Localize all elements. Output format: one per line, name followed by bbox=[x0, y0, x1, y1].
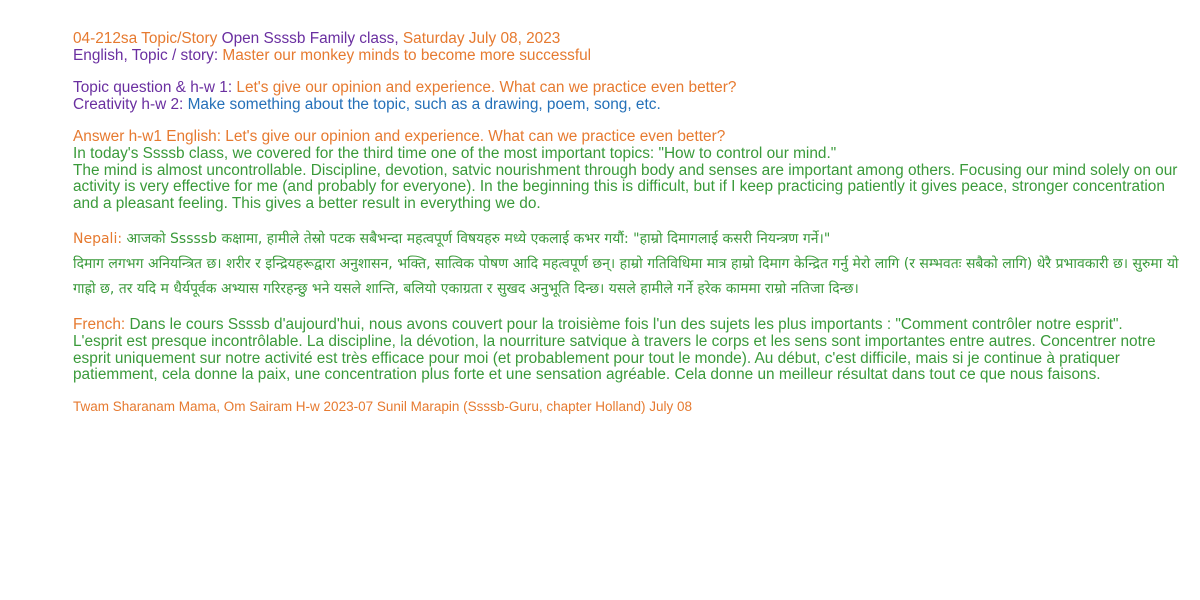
header-line-1 bbox=[73, 31, 1183, 48]
answer-french-label: French: bbox=[73, 316, 126, 334]
answer-french-paragraph-2: L'esprit est presque incontrôlable. La discipline, la dévotion, la nourriture satvique à travers le corps et les sens sont importantes entre autres. Concentrer notre esprit uniquement sur notre activité est très efficace pour moi (et probablement pour tout le monde). Au début, c'est difficile, mais si je continue à pratiquer patiemment, cela donne la paix, une concentration plus forte et une sensation agréable. Cela donne un meilleur résultat dans tout ce que nous faisons. bbox=[73, 332, 1156, 384]
lesson-code: 04-212sa Topic/Story bbox=[73, 30, 218, 47]
document-body bbox=[73, 31, 1183, 415]
question-2-label: Creativity h-w 2: bbox=[73, 95, 184, 113]
footer-signature: Twam Sharanam Mama, Om Sairam H-w 2023-07 Sunil Marapin (Ssssb-Guru, chapter Holland) July 08 bbox=[73, 398, 692, 414]
answer-french-paragraph-1 bbox=[73, 317, 1183, 334]
topic-title: Master our monkey minds to become more successful bbox=[222, 46, 592, 64]
answer-nepali-text-1: आजको Sssssb कक्षामा, हामीले तेस्रो पटक सबैभन्दा महत्वपूर्ण विषयहरु मध्ये एकलाई कभर गयौं: "हाम्रो दिमागलाई कसरी नियन्त्रण गर्ने।" bbox=[126, 231, 831, 248]
answer-nepali-paragraph-1 bbox=[73, 227, 1183, 252]
answer-nepali-paragraph-2: दिमाग लगभग अनियन्त्रित छ। शरीर र इन्द्रियहरूद्वारा अनुशासन, भक्ति, सात्विक पोषण आदि महत्वपूर्ण छन्। हाम्रो गतिविधिमा मात्र हाम्रो दिमाग केन्द्रित गर्नु मेरो लागि (र सम्भवतः सबैको लागि) धेरै प्रभावकारी छ। सुरुमा यो गाह्रो छ, तर यदि म धैर्यपूर्वक अभ्यास गरिरहन्छु भने यसले शान्ति, बलियो एकाग्रता र सुखद अनुभूति दिन्छ। यसले हामीले गर्ने हरेक काममा राम्रो नतिजा दिन्छ। bbox=[73, 256, 1179, 298]
answer-english-paragraph-1: In today's Ssssb class, we covered for the third time one of the most important topics: "How to control our mind." bbox=[73, 144, 837, 162]
answer-english-label: Answer h-w1 English: Let's give our opinion and experience. What can we practice even better? bbox=[73, 128, 726, 146]
answer-nepali-label: Nepali: bbox=[73, 231, 123, 248]
question-2-text: Make something about the topic, such as a drawing, poem, song, etc. bbox=[187, 95, 661, 113]
answer-english-paragraph-2: The mind is almost uncontrollable. Discipline, devotion, satvic nourishment through body and senses are important among others. Focusing our mind solely on our activity is very effective for me (and probably for everyone). In the beginning this is difficult, but if I keep practicing patiently it gives peace, stronger concentration and a pleasant feeling. This gives a better result in everything we do. bbox=[73, 161, 1178, 212]
class-date: Saturday July 08, 2023 bbox=[402, 30, 561, 47]
question-1-text: Let's give our opinion and experience. What can we practice even better? bbox=[236, 79, 737, 97]
question-1-label: Topic question & h-w 1: bbox=[73, 79, 233, 97]
answer-french-text-1: Dans le cours Ssssb d'aujourd'hui, nous avons couvert pour la troisième fois l'un des sujets les plus importants : "Comment contrôler notre esprit". bbox=[129, 316, 1123, 334]
class-name: Open Ssssb Family class, bbox=[221, 30, 399, 47]
question-1 bbox=[73, 80, 1183, 97]
topic-label: English, Topic / story: bbox=[73, 46, 219, 64]
question-2 bbox=[73, 97, 1183, 114]
header-line-2 bbox=[73, 48, 1183, 65]
